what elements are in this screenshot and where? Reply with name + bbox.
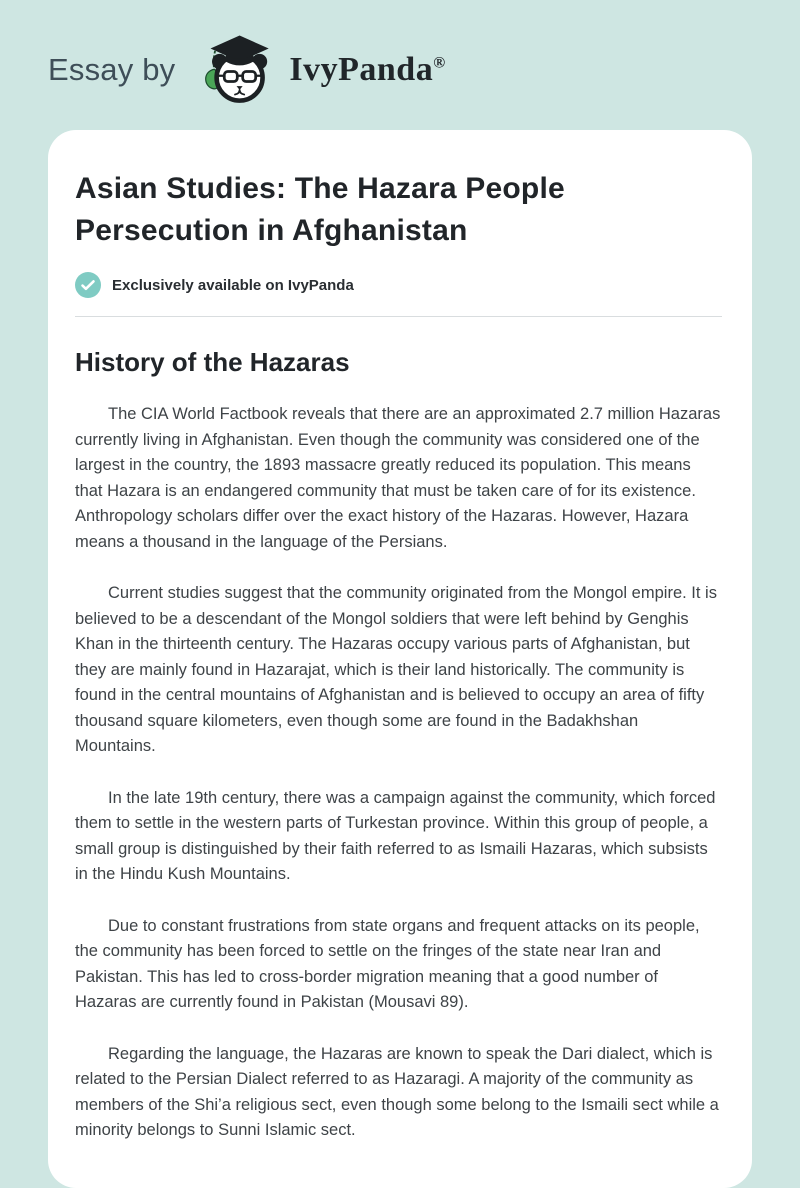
paragraph-4: Due to constant frustrations from state organs and frequent attacks on its people, the community has been forced to settle on the fringes of the state near Iran and Pakistan. This has led to cross-border migration meaning that a good number of Hazaras are currently found in Pakistan (Mousavi 89).: [75, 916, 700, 1011]
paragraph-5: Regarding the language, the Hazaras are known to speak the Dari dialect, which is related to the Persian Dialect referred to as Hazaragi. A majority of the community as members of the Shi’a religious sect, even though some belong to the Ismaili sect while a minority belongs to Sunni Islamic sect.: [75, 1044, 719, 1139]
paragraph-2: Current studies suggest that the community originated from the Mongol empire. It is believed to be a descendant of the Mongol soldiers that were left behind by Genghis Khan in the thirteenth century. The Hazaras occupy various parts of Afghanistan, but they are mainly found in Hazarajat, which is their land historically. The community is found in the central mountains of Afghanistan and is believed to occupy an area of fifty thousand square kilometers, even though some are found in the Badakhshan Mountains.: [75, 584, 717, 755]
section-heading: History of the Hazaras: [75, 347, 350, 377]
registered-mark: ®: [433, 54, 446, 72]
paragraph-1: The CIA World Factbook reveals that there are an approximated 2.7 million Hazaras currently living in Afghanistan. Even though the community was considered one of the largest in the country, the 1893 massacre greatly reduced its population. This means that Hazara is an endangered community that must be taken care of for its existence. Anthropology scholars differ over the exact history of the Hazaras. However, Hazara means a thousand in the language of the Persians.: [75, 405, 721, 551]
header-prefix: Essay by: [48, 52, 176, 87]
site-header: [0, 0, 800, 112]
paragraph-3: In the late 19th century, there was a campaign against the community, which forced them to settle in the western parts of Turkestan province. Within this group of people, a small group is distinguished by their faith referred to as Ismaili Hazaras, which subsists in the Hindu Kush Mountains.: [75, 788, 716, 883]
essay-card: [48, 130, 752, 1188]
brand-name: [289, 51, 445, 89]
essay-title: Asian Studies: The Hazara People Persecution in Afghanistan: [75, 172, 565, 247]
panda-graduate-logo-icon: [195, 34, 275, 106]
check-circle-icon: [75, 272, 101, 298]
availability-badge: [75, 272, 722, 298]
availability-text: Exclusively available on IvyPanda: [112, 276, 354, 294]
brand-text: IvyPanda: [289, 51, 434, 88]
divider: [75, 316, 722, 317]
